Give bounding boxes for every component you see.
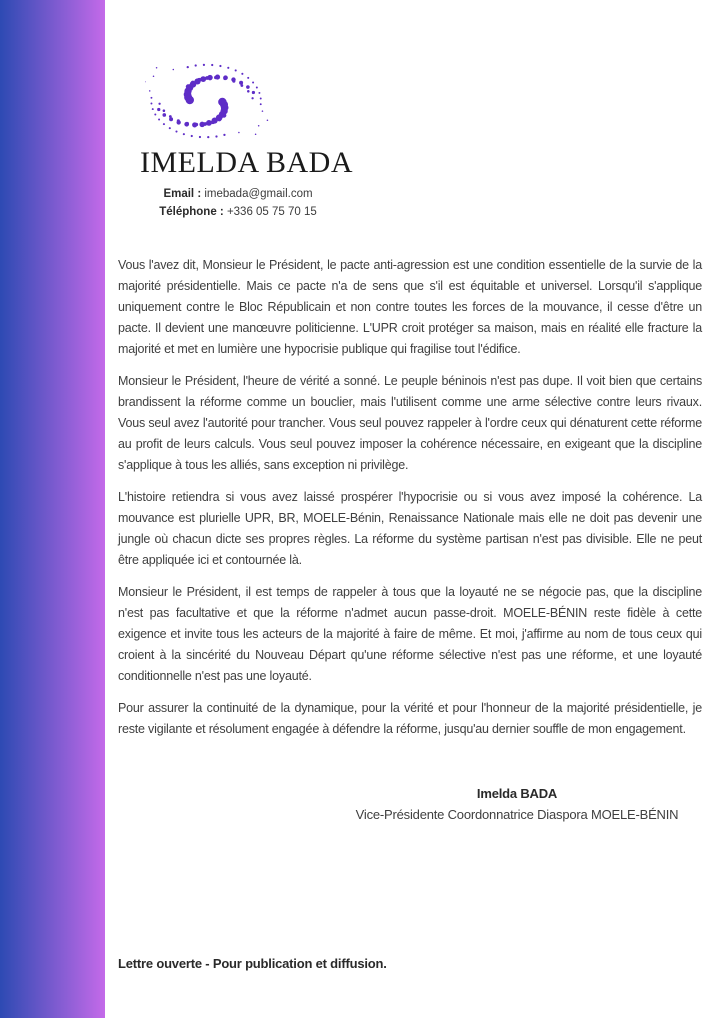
letter-body xyxy=(118,255,702,825)
letter-paragraph: L'histoire retiendra si vous avez laissé prospérer l'hypocrisie ou si vous avez imposé la cohérence. La mouvance est plurielle UPR, BR, MOELE-Bénin, Renaissance Nationale mais elle ne doit pas devenir une jungle où chacun dicte ses propres règles. La réforme du système partisan n'est pas divisible. Elle ne peut être appliquée ici et contournée là. xyxy=(118,490,702,567)
phone-line xyxy=(118,203,358,221)
footer-note: Lettre ouverte - Pour publication et diffusion. xyxy=(118,956,387,971)
signature-block xyxy=(332,783,702,825)
signature-title: Vice-Présidente Coordonnatrice Diaspora MOELE-BÉNIN xyxy=(355,807,679,822)
letter-paragraph: Monsieur le Président, il est temps de rappeler à tous que la loyauté ne se négocie pas, que la discipline n'est pas facultative et que la réforme n'admet aucun passe-droit. MOELE-BÉNIN reste fidèle à cette exigence et invite tous les acteurs de la majorité à faire de même. Et moi, j'affirme au nom de tous ceux qui croient à la sincérité du Nouveau Départ qu'une réforme sélective n'est pas une réforme, et une loyauté conditionnelle n'est pas une loyauté. xyxy=(118,585,702,683)
phone-label: Téléphone : xyxy=(159,206,224,218)
left-gradient-bar xyxy=(0,0,105,1018)
phone-value: +336 05 75 70 15 xyxy=(226,206,317,218)
contact-block xyxy=(118,185,358,221)
email-line xyxy=(118,185,358,203)
letter-paragraph: Pour assurer la continuité de la dynamique, pour la vérité et pour l'honneur de la majorité présidentielle, je reste vigilante et résolument engagée à défendre la réforme, jusqu'au dernier souffle de mon engagement. xyxy=(118,701,702,736)
letter-paragraph: Monsieur le Président, l'heure de vérité a sonné. Le peuple béninois n'est pas dupe. Il voit bien que certains brandissent la réforme comme un bouclier, mais l'utilisent comme une arme sélective contre leurs rivaux. Vous seul avez l'autorité pour trancher. Vous seul pouvez rappeler à l'ordre ceux qui dénaturent cette réforme au profit de leurs calculs. Vous seul pouvez imposer la cohérence nécessaire, en exigeant que la discipline s'applique à tous les alliés, sans exception ni privilège. xyxy=(118,374,702,472)
letter-content xyxy=(105,0,720,1018)
letter-paragraph: Vous l'avez dit, Monsieur le Président, le pacte anti-agression est une condition essentielle de la survie de la majorité présidentielle. Mais ce pacte n'a de sens que s'il est équitable et universel. Lorsqu'il s'applique uniquement contre le Bloc Républicain et non contre toutes les forces de la mouvance, il cesse d'être un pacte. Il devient une manœuvre politicienne. L'UPR croit protéger sa maison, mais en réalité elle fracture la majorité et met en lumière une hypocrisie publique qui fragilise tout l'édifice. xyxy=(118,258,702,356)
email-label: Email : xyxy=(163,188,202,200)
email-value: imebada@gmail.com xyxy=(204,188,313,200)
spiral-dots-logo-icon xyxy=(145,57,271,145)
signature-name: Imelda BADA xyxy=(476,786,558,801)
sender-name: IMELDA BADA xyxy=(140,146,353,179)
